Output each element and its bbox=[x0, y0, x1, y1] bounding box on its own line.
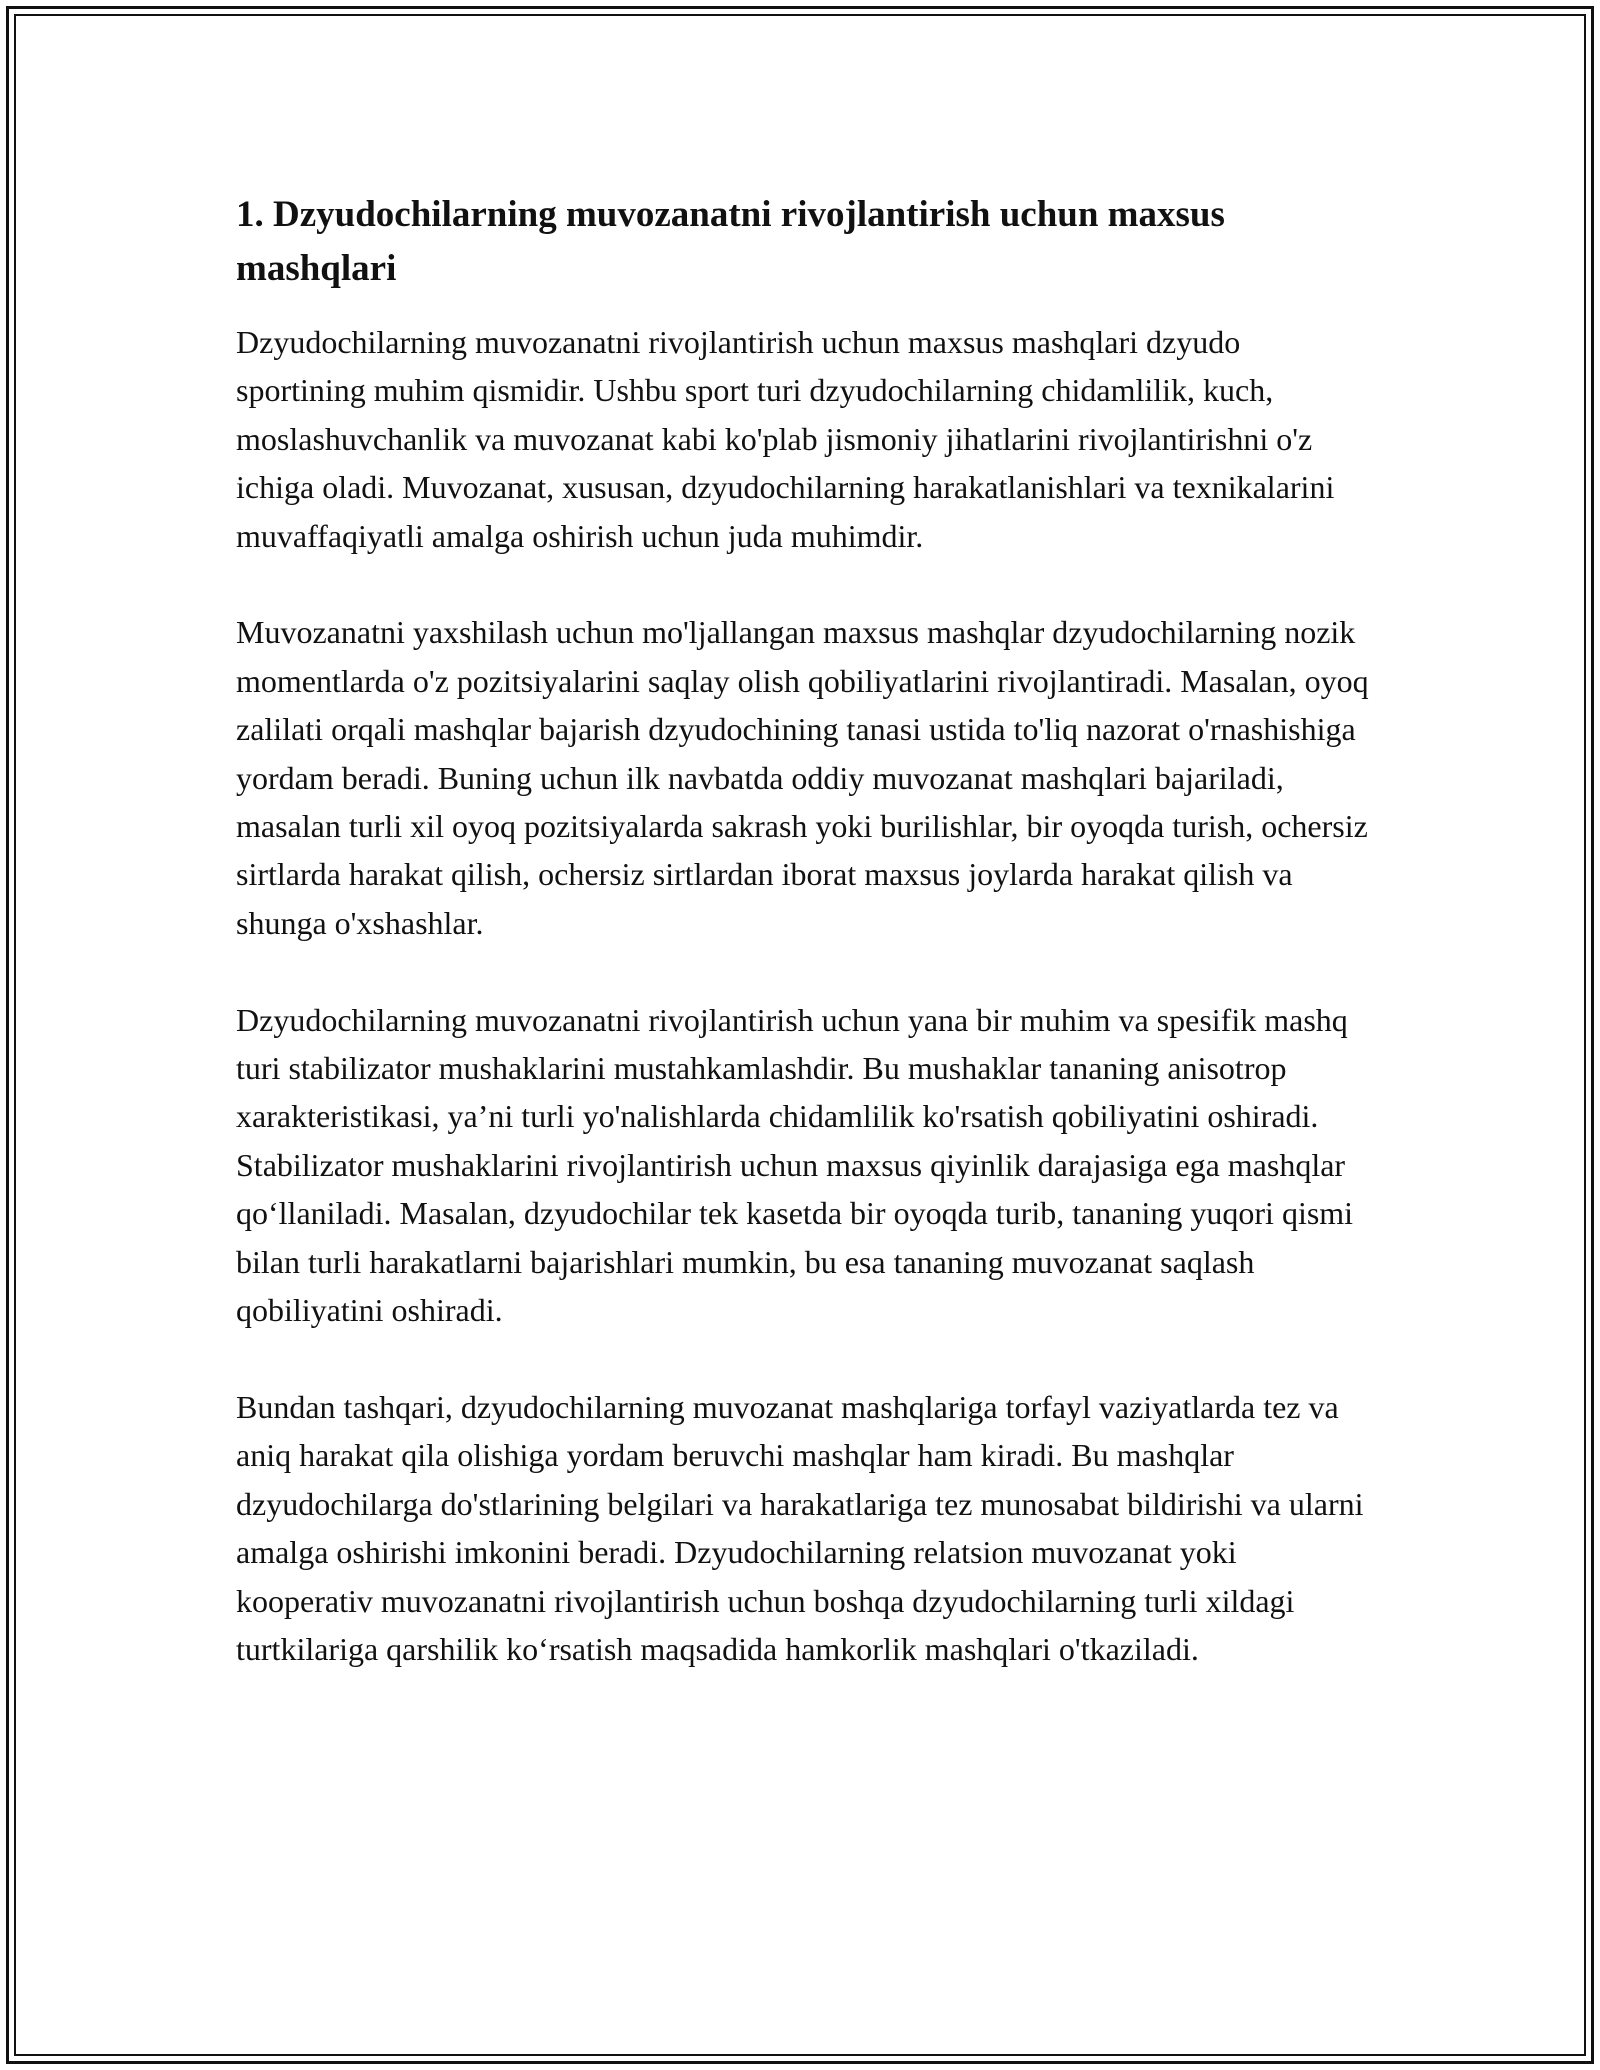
paragraph-4: Bundan tashqari, dzyudochilarning muvozanat mashqlariga torfayl vaziyatlarda tez va aniq harakat qila olishiga yordam beruvchi mashqlar ham kiradi. Bu mashqlar dzyudochilarga do'stlarining belgilari va harakatlariga tez munosabat bildirishi va ularni amalga oshirishi imkonini beradi. Dzyudochilarning relatsion muvozanat yoki kooperativ muvozanatni rivojlantirish uchun boshqa dzyudochilarning turli xildagi turtkilariga qarshilik ko‘rsatish maqsadida hamkorlik mashqlari o'tkaziladi. bbox=[236, 1388, 1364, 1667]
paragraph-2: Muvozanatni yaxshilash uchun mo'ljallangan maxsus mashqlar dzyudochilarning nozik momentlarda o'z pozitsiyalarini saqlay olish qobiliyatlarini rivojlantiradi. Masalan, oyoq zalilati orqali mashqlar bajarish dzyudochining tanasi ustida to'liq nazorat o'rnashishiga yordam beradi. Buning uchun ilk navbatda oddiy muvozanat mashqlari bajariladi, masalan turli xil oyoq pozitsiyalarda sakrash yoki burilishlar, bir oyoqda turish, ochersiz sirtlarda harakat qilish, ochersiz sirtlardan iborat maxsus joylarda harakat qilish va shunga o'xshashlar. bbox=[236, 614, 1369, 941]
paragraph-3: Dzyudochilarning muvozanatni rivojlantirish uchun yana bir muhim va spesifik mashq turi stabilizator mushaklarini mustahkamlashdir. Bu mushaklar tananing anisotrop xarakteristikasi, ya’ni turli yo'nalishlarda chidamlilik ko'rsatish qobiliyatini oshiradi. Stabilizator mushaklarini rivojlantirish uchun maxsus qiyinlik darajasiga ega mashqlar qo‘llaniladi. Masalan, dzyudochilar tek kasetda bir oyoqda turib, tananing yuqori qismi bilan turli harakatlarni bajarishlari mumkin, bu esa tananing muvozanat saqlash qobiliyatini oshiradi. bbox=[236, 1001, 1354, 1329]
paragraph-1: Dzyudochilarning muvozanatni rivojlantirish uchun maxsus mashqlari dzyudo sportining muhim qismidir. Ushbu sport turi dzyudochilarning chidamlilik, kuch, moslashuvchanlik va muvozanat kabi ko'plab jismoniy jihatlarini rivojlantirishni o'z ichiga oladi. Muvozanat, xususan, dzyudochilarning harakatlanishlari va texnikalarini muvaffaqiyatli amalga oshirish uchun juda muhimdir. bbox=[236, 324, 1335, 554]
document-body bbox=[236, 188, 1376, 1722]
section-heading: 1. Dzyudochilarning muvozanatni rivojlantirish uchun maxsus mashqlari bbox=[236, 194, 1225, 289]
